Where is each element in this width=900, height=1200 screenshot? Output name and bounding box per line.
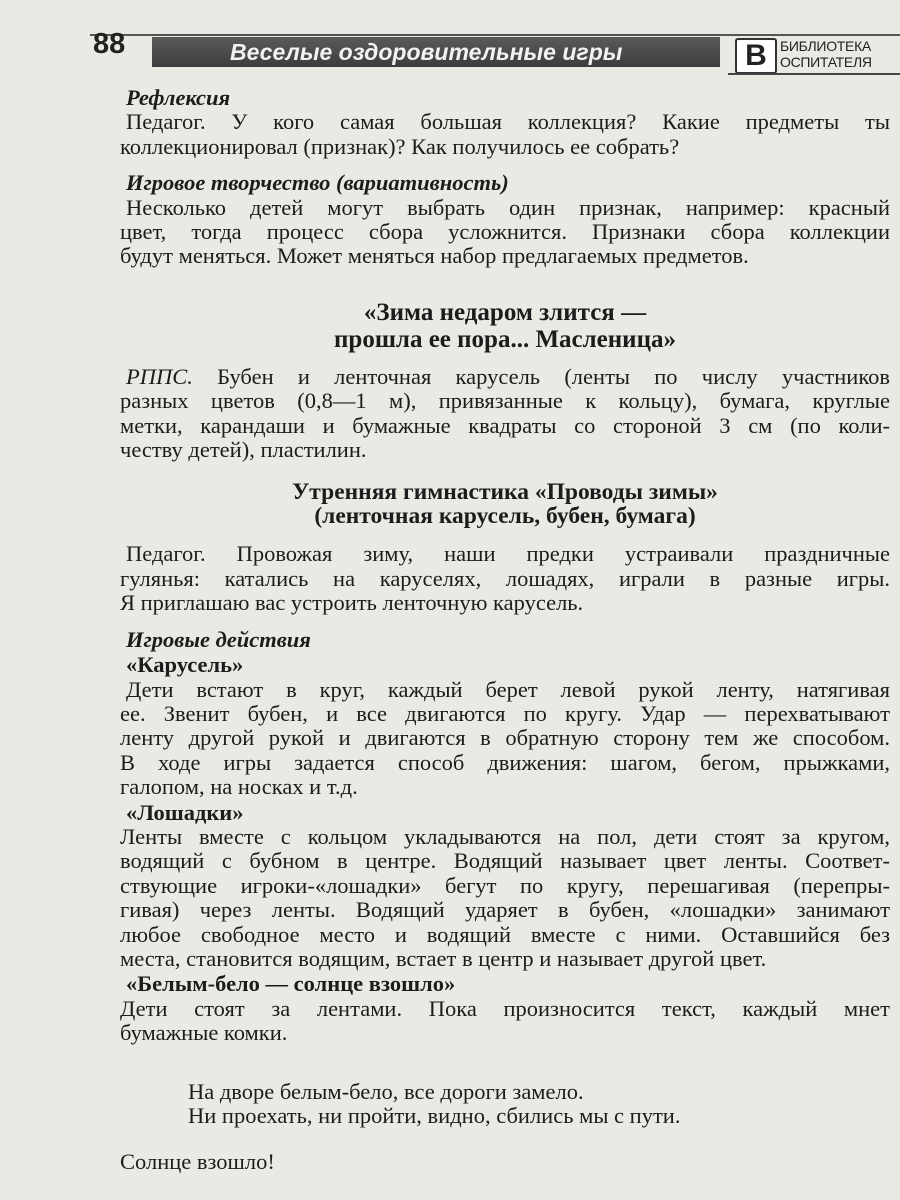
text-line: «Зима недаром злится — [363, 298, 647, 326]
text-line: Дети стоят за лентами. Пока произносится текст, каждый мнет [120, 995, 890, 1021]
text-line: (ленточная карусель, бубен, бумага) [314, 503, 696, 530]
exercise-title [120, 480, 890, 528]
text-line: будут меняться. Может меняться набор предлагаемых предметов. [120, 243, 749, 269]
logo-line-1: БИБЛИОТЕКА [780, 38, 871, 54]
text-line: гулянья: катались на каруселях, лошадях, играли в разные игры. [120, 565, 890, 591]
paragraph [120, 997, 890, 1046]
header-rule [90, 34, 900, 36]
subheading [120, 171, 890, 195]
page-body [120, 86, 890, 1175]
paragraph [120, 542, 890, 615]
text-line: Игровые действия [126, 626, 311, 652]
paragraph [120, 196, 890, 269]
text-line: Дети встают в круг, каждый берет левой рукой ленту, натягивая [126, 676, 890, 702]
line-text: Бубен и ленточная карусель (ленты по числу участников [192, 363, 890, 389]
text-line: гивая) через ленты. Водящий ударяет в бубен, «лошадки» занимают [120, 897, 890, 923]
text-line: места, становится водящим, встает в центр и называет другой цвет. [120, 945, 767, 971]
text-line: Утренняя гимнастика «Проводы зимы» [292, 479, 718, 506]
text-line: Ленты вместе с кольцом укладываются на пол, дети стоят за кругом, [120, 823, 890, 849]
logo-line-2: ОСПИТАТЕЛЯ [780, 54, 872, 70]
paragraph [120, 110, 890, 159]
paragraph [120, 825, 890, 971]
text-line [120, 365, 890, 389]
text-line: Игровое творчество (вариативность) [126, 170, 509, 196]
text-line: «Лошадки» [126, 799, 244, 825]
text-line: Рефлексия [126, 85, 231, 110]
subheading [120, 628, 890, 652]
text-line: ее. Звенит бубен, и все двигаются по кругу. Удар — перехватывают [120, 700, 890, 726]
poem [120, 1080, 890, 1129]
text-line: галопом, на носках и т.д. [120, 774, 358, 800]
text-line: Ни проехать, ни пройти, видно, сбились мы с пути. [188, 1103, 681, 1128]
text-line: На дворе белым-бело, все дороги замело. [188, 1078, 584, 1104]
text-line: «Белым-бело — солнце взошло» [126, 971, 456, 997]
page-number: 88 [93, 28, 126, 60]
paragraph [120, 1150, 890, 1174]
lead-label: РППС. [126, 363, 193, 389]
text-line: коллекционировал (признак)? Как получилось ее собрать? [120, 133, 680, 159]
series-logo-icon: В [735, 38, 777, 74]
text-line: цвет, тогда процесс сбора усложнится. Признаки сбора коллекции [120, 219, 890, 245]
paragraph [120, 678, 890, 800]
text-line: ствующие игроки-«лошадки» бегут по кругу, перешагивая (перепры- [120, 872, 890, 898]
game-title [120, 653, 890, 677]
text-line: Я приглашаю вас устроить ленточную карусель. [120, 590, 584, 616]
section-title [120, 299, 890, 353]
paragraph [120, 365, 890, 463]
text-line: Солнце взошло! [120, 1149, 275, 1175]
text-line: прошла ее пора... Масленица» [334, 325, 676, 353]
text-line: любое свободное место и водящий вместе с ними. Оставшийся без [120, 921, 890, 947]
text-line: Педагог. Провожая зиму, наши предки устраивали праздничные [126, 541, 890, 567]
text-line: «Карусель» [126, 652, 244, 678]
text-line: бумажные комки. [120, 1020, 288, 1046]
game-title [120, 801, 890, 825]
text-line: водящий с бубном в центре. Водящий называет цвет ленты. Соответ- [120, 848, 890, 874]
running-title: Веселые оздоровительные игры [230, 39, 623, 65]
text-line: Несколько детей могут выбрать один признак, например: красный [126, 194, 890, 220]
series-logo-text [780, 38, 872, 70]
text-line: метки, карандаши и бумажные квадраты со стороной 3 см (по коли- [120, 412, 890, 438]
logo-underline [728, 73, 900, 75]
text-line: честву детей), пластилин. [120, 437, 367, 463]
subheading [120, 86, 890, 110]
game-title [120, 972, 890, 996]
text-line: Педагог. У кого самая большая коллекция? Какие предметы ты [126, 109, 890, 135]
text-line: ленту другой рукой и двигаются в обратную сторону тем же способом. [120, 725, 890, 751]
text-line: разных цветов (0,8—1 м), привязанные к кольцу), бумага, круглые [120, 388, 890, 414]
text-line: В ходе игры задается способ движения: шагом, бегом, прыжками, [120, 749, 890, 775]
